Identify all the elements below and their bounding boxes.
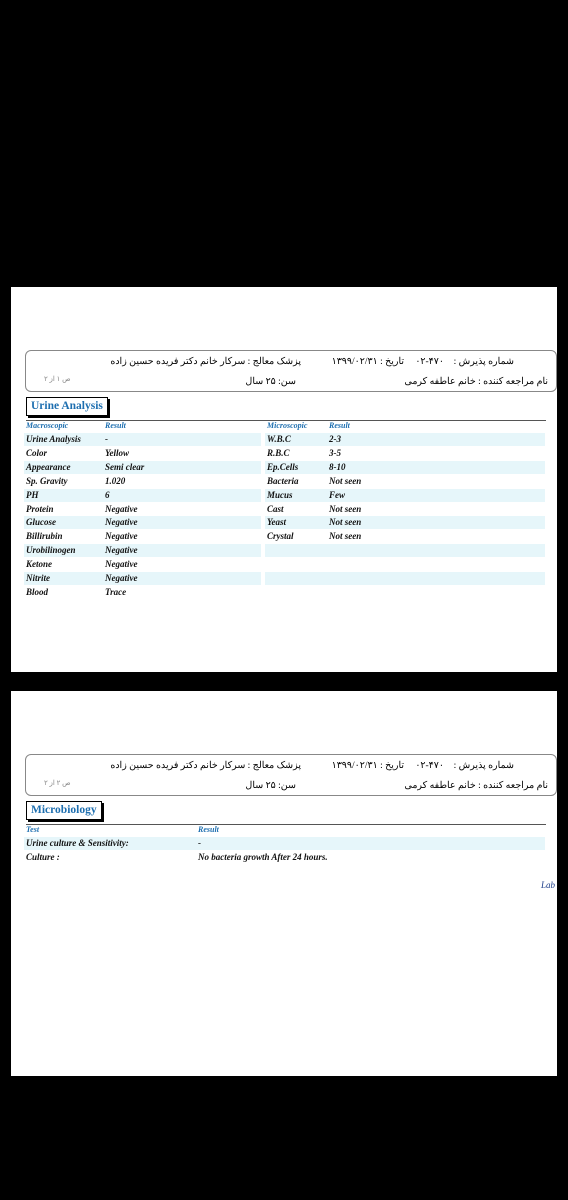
row-label: Bacteria xyxy=(267,475,299,486)
row-label: Glucose xyxy=(26,517,56,528)
page-number: ص ۱ از ۲ xyxy=(44,375,71,383)
row-value: Not seen xyxy=(329,475,362,486)
row-label: Appearance xyxy=(26,461,71,472)
lab-footer: Lab xyxy=(540,880,555,890)
row-label: Urobilinogen xyxy=(26,545,76,556)
table-row xyxy=(265,447,545,460)
table-row xyxy=(265,572,545,585)
micro-col-header: Microscopic xyxy=(267,421,308,430)
page-number: ص ۲ از ۲ xyxy=(44,779,71,787)
row-value: No bacteria growth After 24 hours. xyxy=(198,851,328,862)
table-row xyxy=(24,489,261,502)
report-page-1 xyxy=(11,287,557,672)
row-value: Trace xyxy=(105,586,127,597)
test-col-header: Test xyxy=(26,825,40,834)
macro-col-header: Macroscopic xyxy=(26,421,69,430)
physician-name: پزشک معالج : سرکار خانم دکتر فریده حسین زاده xyxy=(110,357,301,367)
table-row xyxy=(24,447,261,460)
row-label: Urine culture & Sensitivity: xyxy=(26,838,129,848)
report-date: تاریخ : ۱۳۹۹/۰۲/۳۱ xyxy=(331,761,404,771)
admission-label: شماره پذیرش : xyxy=(453,357,514,367)
patient-age: سن: ۲۵ سال xyxy=(245,377,296,387)
row-value: Yellow xyxy=(105,447,129,458)
section-title: Microbiology xyxy=(26,801,102,820)
row-label: PH xyxy=(26,489,39,500)
row-value: 1.020 xyxy=(105,475,126,486)
table-row xyxy=(265,433,545,446)
report-page-2 xyxy=(11,691,557,1076)
row-label: Mucus xyxy=(267,489,293,500)
table-row xyxy=(24,572,261,585)
table-row xyxy=(265,516,545,529)
row-value: 2-3 xyxy=(329,434,341,444)
row-label: Protein xyxy=(26,503,54,514)
row-label: Urine Analysis xyxy=(26,434,81,444)
row-label: Yeast xyxy=(267,517,286,528)
row-label: Culture : xyxy=(26,851,60,862)
table-row xyxy=(24,851,545,864)
admission-number: ۰۲-۴۷۰ xyxy=(415,357,444,367)
macro-result-header: Result xyxy=(105,421,126,430)
table-row xyxy=(24,544,261,557)
result-col-header: Result xyxy=(198,825,219,834)
table-row xyxy=(265,544,545,557)
row-value: Negative xyxy=(105,545,138,556)
table-row xyxy=(24,503,261,516)
row-label: Cast xyxy=(267,503,284,514)
table-row xyxy=(265,530,545,543)
table-row xyxy=(24,530,261,543)
table-row xyxy=(24,475,261,488)
physician-name: پزشک معالج : سرکار خانم دکتر فریده حسین زاده xyxy=(110,761,301,771)
row-label: Sp. Gravity xyxy=(26,475,68,486)
table-row xyxy=(24,461,261,474)
row-value: 8-10 xyxy=(329,461,346,472)
row-value: 6 xyxy=(105,489,110,500)
row-value: Negative xyxy=(105,559,138,570)
admission-number: ۰۲-۴۷۰ xyxy=(415,761,444,771)
table-row xyxy=(24,516,261,529)
row-label: R.B.C xyxy=(267,447,290,458)
table-row xyxy=(265,461,545,474)
table-row xyxy=(24,433,261,446)
row-label: Color xyxy=(26,447,48,458)
table-row xyxy=(24,837,545,850)
row-value: Negative xyxy=(105,503,138,514)
table-row xyxy=(265,503,545,516)
table-row xyxy=(265,558,545,571)
micro-result-header: Result xyxy=(329,421,350,430)
row-value: Negative xyxy=(105,531,138,542)
report-date: تاریخ : ۱۳۹۹/۰۲/۳۱ xyxy=(331,357,404,367)
row-value: Not seen xyxy=(329,517,362,528)
row-value: 3-5 xyxy=(329,447,341,458)
table-row xyxy=(265,489,545,502)
patient-header xyxy=(25,754,557,796)
patient-name: نام مراجعه کننده : خانم عاطفه کرمی xyxy=(404,781,548,791)
row-label: W.B.C xyxy=(267,434,291,444)
row-value: Not seen xyxy=(329,503,362,514)
table-row xyxy=(265,475,545,488)
table-row xyxy=(24,558,261,571)
row-value: - xyxy=(198,838,201,848)
table-row xyxy=(24,586,261,599)
row-label: Ep.Cells xyxy=(267,461,299,472)
row-value: Not seen xyxy=(329,531,362,542)
row-label: Ketone xyxy=(26,559,52,570)
row-label: Nitrite xyxy=(26,573,50,583)
patient-age: سن: ۲۵ سال xyxy=(245,781,296,791)
admission-label: شماره پذیرش : xyxy=(453,761,514,771)
section-title: Urine Analysis xyxy=(26,397,108,416)
section-divider xyxy=(26,824,546,825)
row-label: Billirubin xyxy=(26,531,63,542)
row-value: Semi clear xyxy=(105,461,145,472)
row-label: Blood xyxy=(26,586,49,597)
row-value: Negative xyxy=(105,573,138,583)
row-label: Crystal xyxy=(267,531,294,542)
patient-header xyxy=(25,350,557,392)
row-value: Few xyxy=(329,489,346,500)
row-value: Negative xyxy=(105,517,138,528)
row-value: - xyxy=(105,434,108,444)
patient-name: نام مراجعه کننده : خانم عاطفه کرمی xyxy=(404,377,548,387)
